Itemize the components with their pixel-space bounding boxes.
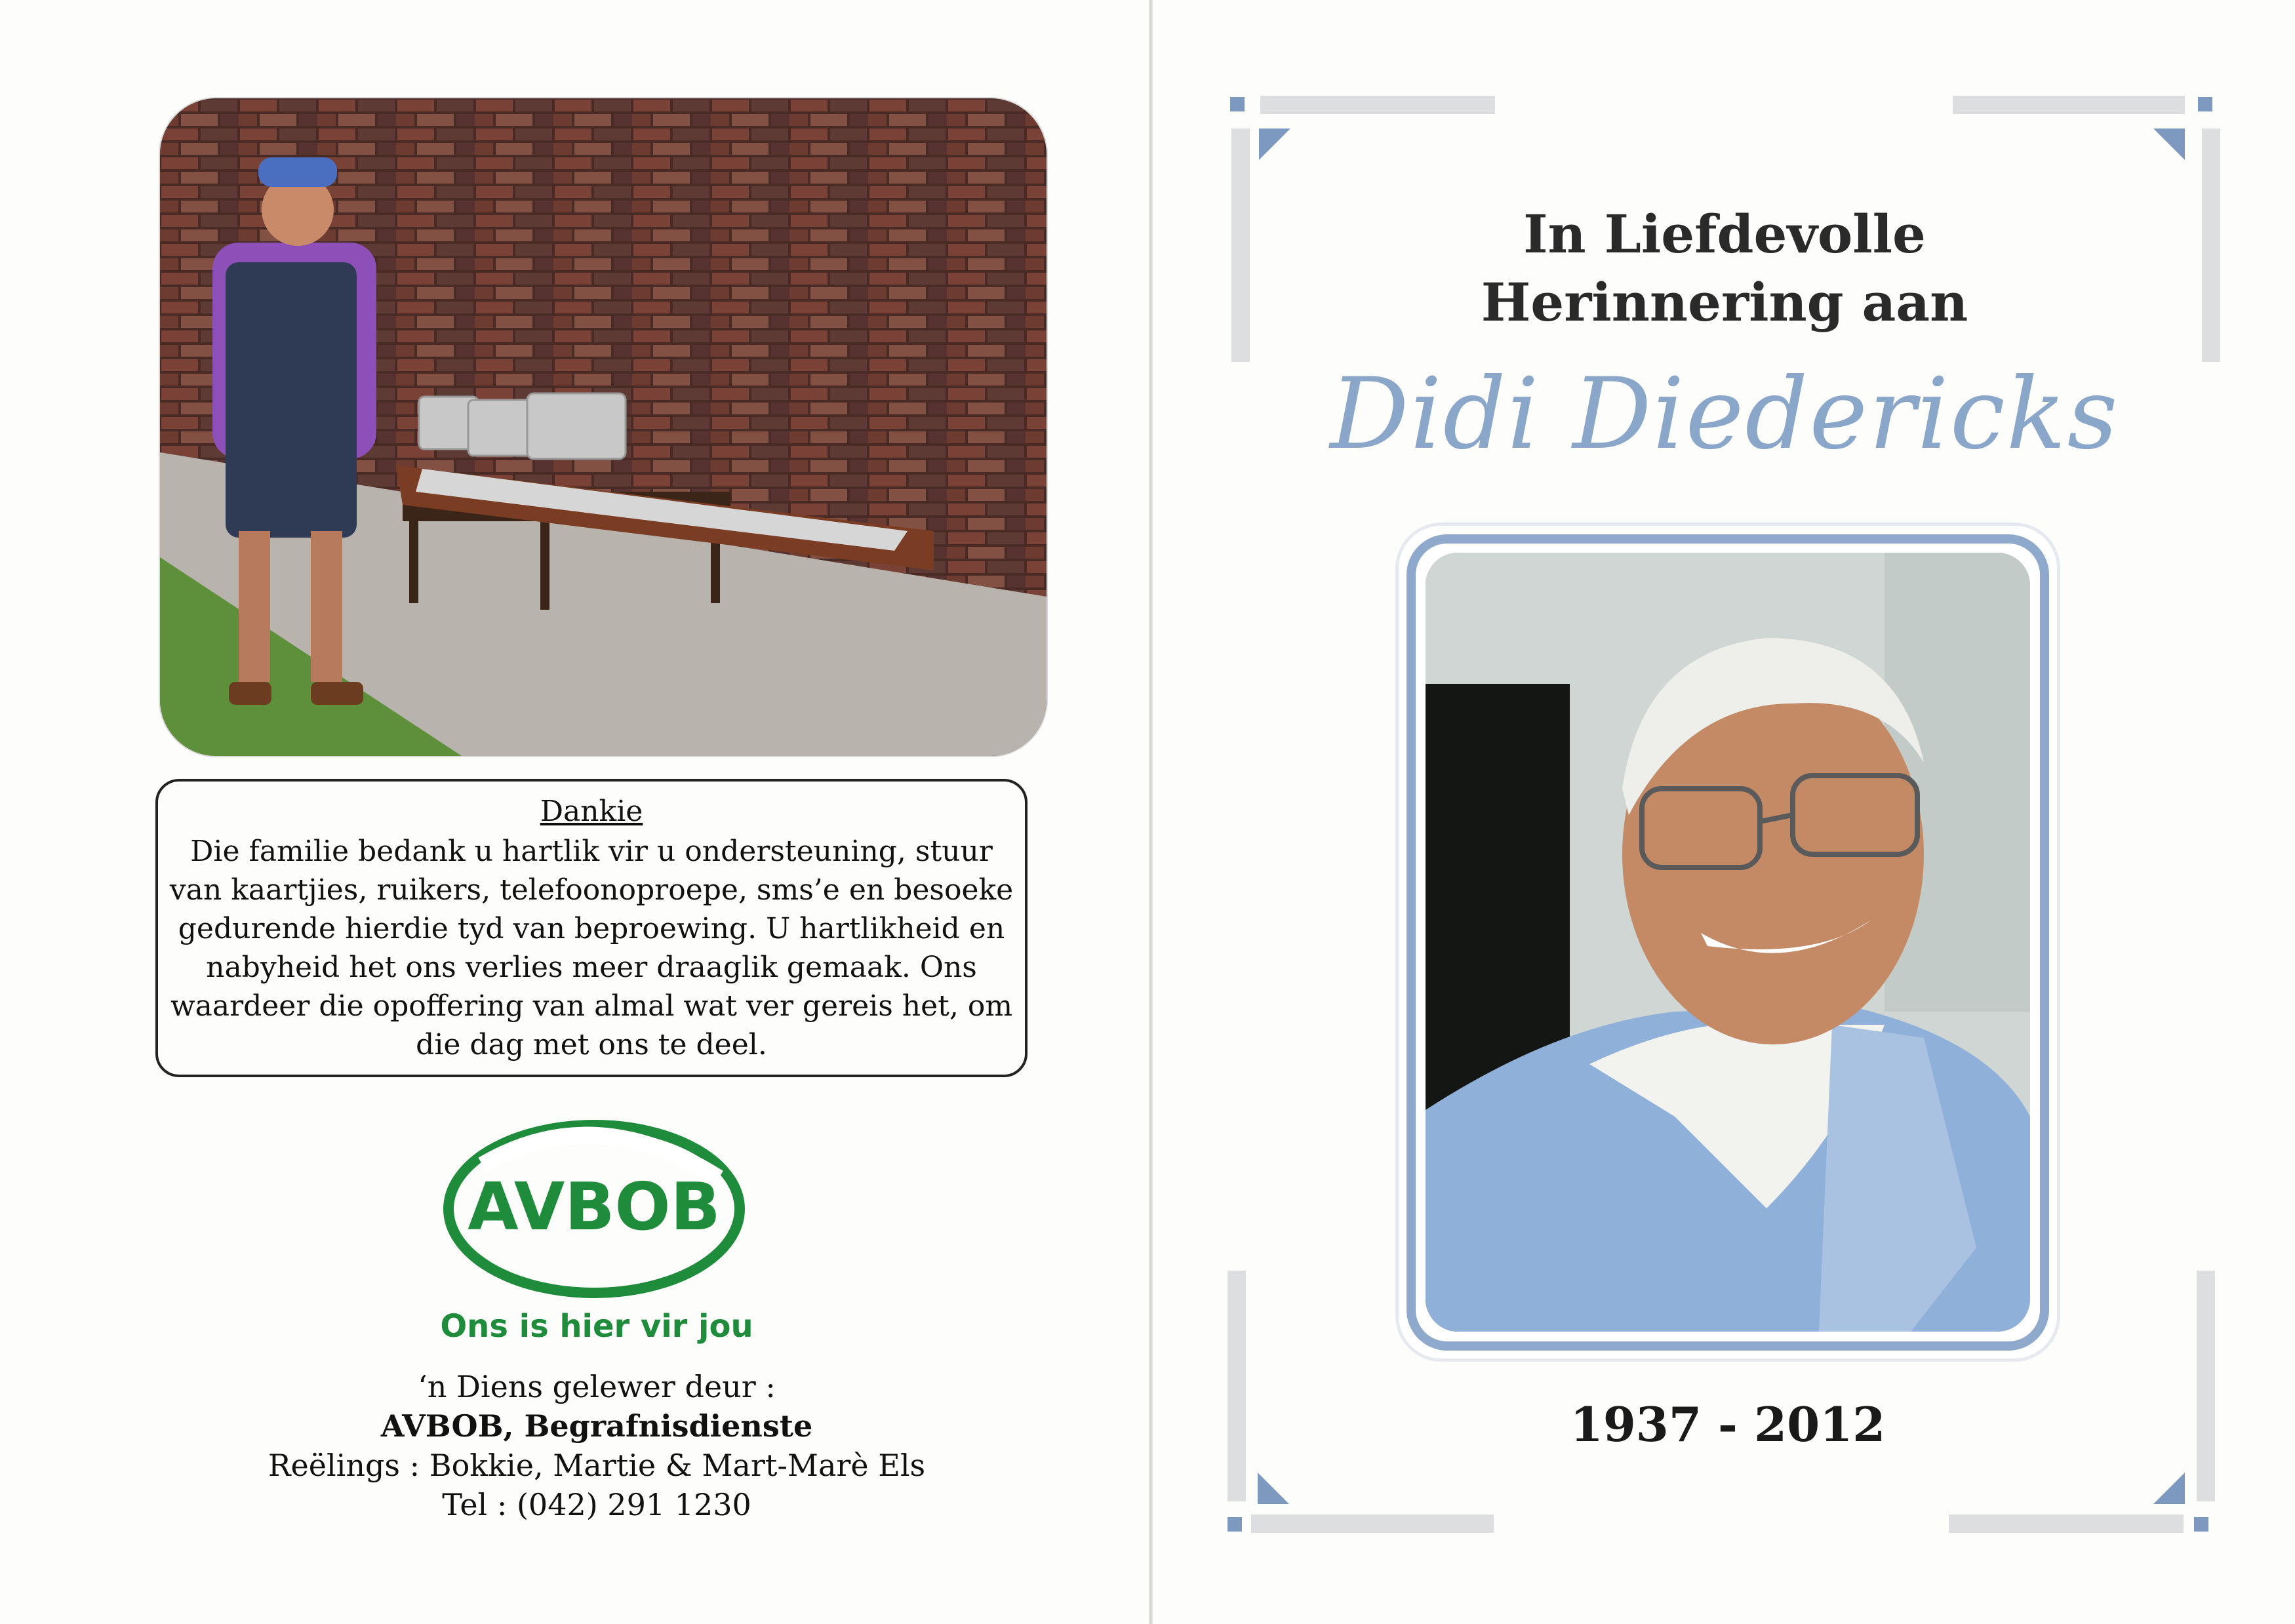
service-info: [197, 1367, 997, 1524]
thanks-text: Die familie bedank u hartlik vir u ondersteuning, stuur van kaartjies, ruikers, telefoonoproepe, sms’e en besoeke gedurende hierdie tyd van beproewing. U hartlikheid en nabyheid het ons verlies meer draaglik gemaak. Ons waardeer die opoffering van almal wat ver gereis het, om die dag met ons te deel.: [169, 835, 1014, 1061]
frame-bottom-right: [1949, 1515, 2184, 1533]
portrait-photo: [1426, 553, 2030, 1332]
corner-square-tl: [1230, 97, 1245, 111]
corner-triangle-tl: [1259, 129, 1290, 160]
bbq-photo: [159, 97, 1048, 757]
deceased-name: Didi Diedericks: [1330, 357, 2119, 471]
avbob-logo: [443, 1119, 745, 1299]
frame-right-lower: [2197, 1271, 2215, 1501]
heading-line-2: Herinnering aan: [1481, 271, 1968, 333]
memorial-heading: [1285, 200, 2164, 336]
corner-square-bl: [1227, 1517, 1242, 1532]
service-line-3: Reëlings : Bokkie, Martie & Mart-Marè Els: [268, 1448, 926, 1483]
service-line-1: ‘n Diens gelewer deur :: [418, 1369, 776, 1404]
frame-left-lower: [1227, 1271, 1246, 1501]
frame-bottom-left: [1251, 1515, 1494, 1533]
corner-triangle-br: [2153, 1473, 2185, 1504]
frame-right-upper: [2202, 129, 2220, 362]
logo-text: AVBOB: [468, 1168, 721, 1245]
frame-top-right: [1953, 96, 2185, 114]
service-line-2: AVBOB, Begrafnisdienste: [380, 1408, 813, 1444]
heading-line-1: In Liefdevolle: [1523, 203, 1926, 265]
corner-square-tr: [2198, 97, 2212, 111]
thanks-box: [155, 779, 1028, 1077]
corner-triangle-tr: [2153, 129, 2185, 160]
corner-square-br: [2194, 1517, 2208, 1532]
tagline: Ons is hier vir jou: [440, 1308, 753, 1345]
corner-triangle-bl: [1258, 1473, 1289, 1504]
life-years: 1937 - 2012: [1570, 1396, 1886, 1452]
frame-left-upper: [1231, 129, 1250, 362]
thanks-title: Dankie: [540, 795, 643, 828]
frame-top-left: [1260, 96, 1495, 114]
service-line-4: Tel : (042) 291 1230: [442, 1487, 751, 1522]
